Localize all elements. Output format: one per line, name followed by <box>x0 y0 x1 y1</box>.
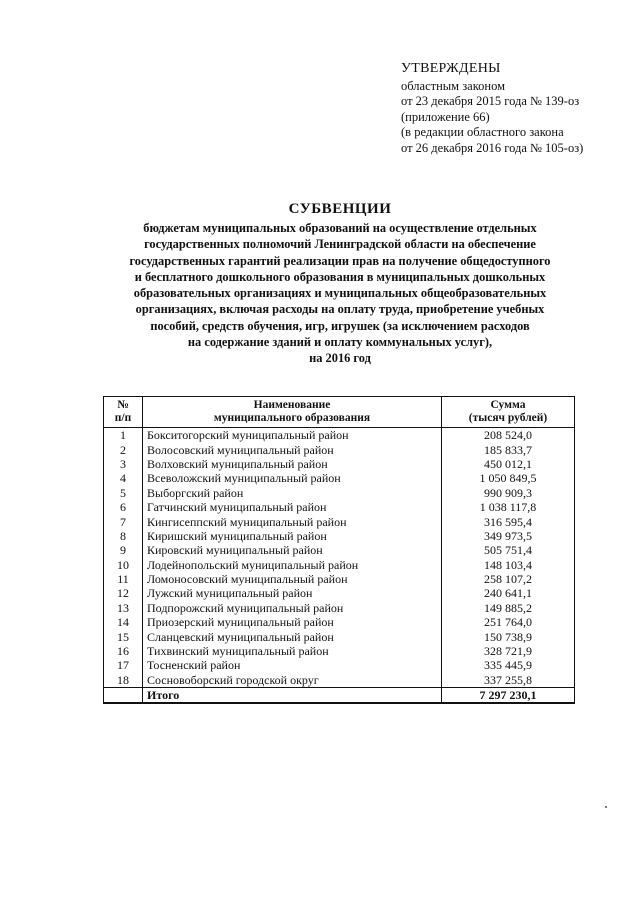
row-municipality: Лодейнопольский муниципальный район <box>143 558 442 572</box>
row-number: 18 <box>104 673 143 688</box>
table-row <box>104 500 575 514</box>
row-amount: 240 641,1 <box>442 586 575 600</box>
row-municipality: Киришский муниципальный район <box>143 529 442 543</box>
row-number: 16 <box>104 644 143 658</box>
table-row <box>104 558 575 572</box>
header-name-line1: Наименование <box>253 399 331 411</box>
row-municipality: Тихвинский муниципальный район <box>143 644 442 658</box>
row-number: 11 <box>104 572 143 586</box>
approval-line: от 23 декабря 2015 года № 139-оз <box>401 94 580 109</box>
total-label: Итого <box>143 688 442 704</box>
table-row <box>104 629 575 643</box>
title-line: государственных гарантий реализации прав на получение общедоступного <box>129 253 551 268</box>
row-number: 4 <box>104 471 143 485</box>
row-municipality: Лужский муниципальный район <box>143 586 442 600</box>
row-amount: 450 012,1 <box>442 457 575 471</box>
header-name <box>143 397 442 428</box>
row-amount: 208 524,0 <box>442 428 575 443</box>
approval-block <box>401 60 626 156</box>
approval-line: (в редакции областного закона <box>401 125 564 140</box>
total-amount: 7 297 230,1 <box>442 688 575 704</box>
row-number: 1 <box>104 428 143 443</box>
title-subtitle <box>80 220 600 367</box>
row-amount: 316 595,4 <box>442 514 575 528</box>
approval-heading: УТВЕРЖДЕНЫ <box>401 61 501 76</box>
row-number: 15 <box>104 629 143 643</box>
row-municipality: Сосновоборский городской округ <box>143 673 442 688</box>
header-sum-line1: Сумма <box>490 399 526 411</box>
header-number <box>104 397 143 428</box>
header-number-line2: п/п <box>114 412 132 424</box>
table-row <box>104 529 575 543</box>
row-amount: 335 445,9 <box>442 658 575 672</box>
row-amount: 251 764,0 <box>442 615 575 629</box>
table-row <box>104 457 575 471</box>
row-number: 10 <box>104 558 143 572</box>
title-line: образовательных организациях и муниципальных общеобразовательных <box>133 286 547 301</box>
row-municipality: Гатчинский муниципальный район <box>143 500 442 514</box>
title-line: пособий, средств обучения, игр, игрушек (за исключением расходов <box>150 318 530 333</box>
title-line: государственных полномочий Ленинградской области на обеспечение <box>144 237 536 252</box>
table-row <box>104 644 575 658</box>
row-amount: 150 738,9 <box>442 629 575 643</box>
row-amount: 990 909,3 <box>442 486 575 500</box>
row-amount: 328 721,9 <box>442 644 575 658</box>
row-amount: 148 103,4 <box>442 558 575 572</box>
table-row <box>104 572 575 586</box>
table-total-row <box>104 688 575 704</box>
row-number: 6 <box>104 500 143 514</box>
row-municipality: Ломоносовский муниципальный район <box>143 572 442 586</box>
row-municipality: Подпорожский муниципальный район <box>143 601 442 615</box>
table-row <box>104 471 575 485</box>
table-row <box>104 442 575 456</box>
row-amount: 258 107,2 <box>442 572 575 586</box>
row-municipality: Волховский муниципальный район <box>143 457 442 471</box>
table-row <box>104 428 575 443</box>
row-municipality: Сланцевский муниципальный район <box>143 629 442 643</box>
row-municipality: Выборгский район <box>143 486 442 500</box>
row-number: 14 <box>104 615 143 629</box>
row-number: 13 <box>104 601 143 615</box>
row-municipality: Кингисеппский муниципальный район <box>143 514 442 528</box>
title-line: на содержание зданий и оплату коммунальных услуг), <box>187 335 493 350</box>
row-number: 9 <box>104 543 143 557</box>
approval-line: областным законом <box>401 79 506 93</box>
title-line: и бесплатного дошкольного образования в муниципальных дошкольных <box>134 269 546 284</box>
row-number: 3 <box>104 457 143 471</box>
table-row <box>104 586 575 600</box>
subsidies-table <box>103 396 575 704</box>
row-amount: 505 751,4 <box>442 543 575 557</box>
header-name-line2: муниципального образования <box>213 412 371 424</box>
approval-line: (приложение 66) <box>401 109 490 124</box>
header-sum-line2: (тысяч рублей) <box>468 412 548 424</box>
table-row <box>104 486 575 500</box>
title-line: организациях, включая расходы на оплату труда, приобретение учебных <box>135 302 545 317</box>
title-line: на 2016 год <box>309 351 371 366</box>
row-number: 17 <box>104 658 143 672</box>
row-municipality: Бокситогорский муниципальный район <box>143 428 442 443</box>
row-number: 2 <box>104 442 143 456</box>
header-number-line1: № <box>117 399 129 411</box>
table-row <box>104 673 575 688</box>
table-row <box>104 601 575 615</box>
header-sum <box>442 397 575 428</box>
total-number-cell <box>104 688 143 704</box>
title-main: СУБВЕНЦИИ <box>288 201 392 217</box>
row-amount: 1 038 117,8 <box>442 500 575 514</box>
row-number: 5 <box>104 486 143 500</box>
row-amount: 349 973,5 <box>442 529 575 543</box>
row-number: 12 <box>104 586 143 600</box>
row-municipality: Приозерский муниципальный район <box>143 615 442 629</box>
row-amount: 185 833,7 <box>442 442 575 456</box>
row-amount: 149 885,2 <box>442 601 575 615</box>
table-row <box>104 514 575 528</box>
row-municipality: Кировский муниципальный район <box>143 543 442 557</box>
table-header-row <box>104 397 575 428</box>
row-municipality: Волосовский муниципальный район <box>143 442 442 456</box>
row-amount: 1 050 849,5 <box>442 471 575 485</box>
title-line: бюджетам муниципальных образований на осуществление отдельных <box>143 221 537 235</box>
table-row <box>104 658 575 672</box>
table-row <box>104 543 575 557</box>
row-number: 7 <box>104 514 143 528</box>
approval-line: от 26 декабря 2016 года № 105-оз) <box>401 140 584 155</box>
row-amount: 337 255,8 <box>442 673 575 688</box>
table-row <box>104 615 575 629</box>
row-number: 8 <box>104 529 143 543</box>
scan-speck <box>605 806 607 808</box>
row-municipality: Всеволожский муниципальный район <box>143 471 442 485</box>
row-municipality: Тосненский район <box>143 658 442 672</box>
document-title <box>80 200 600 367</box>
